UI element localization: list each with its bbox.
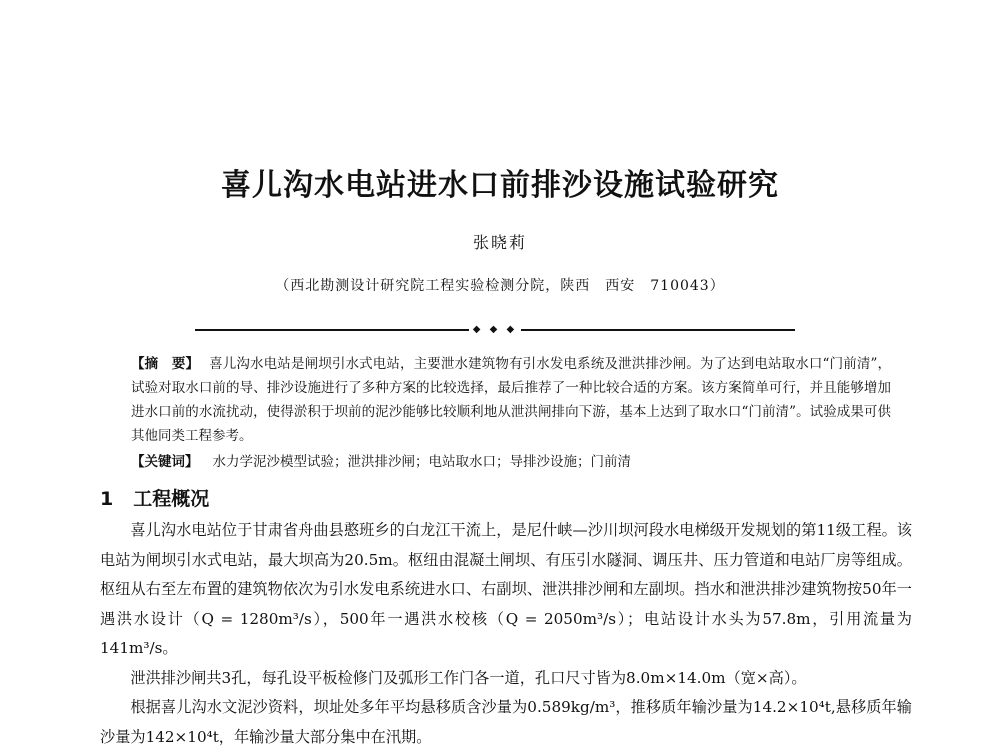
abstract [131, 352, 891, 448]
separator-line-left [195, 329, 469, 331]
paper-title: 喜儿沟水电站进水口前排沙设施试验研究 [221, 168, 779, 203]
abstract-text: 喜儿沟水电站是闸坝引水式电站，主要泄水建筑物有引水发电系统及泄洪排沙闸。为了达到电站取水口“门前清”，试验对取水口前的导、排沙设施进行了多种方案的比较选择，最后推荐了一种比较合适的方案。该方案简单可行，并且能够增加进水口前的水流扰动，使得淤积于坝前的泥沙能够比较顺利地从泄洪闸排向下游，基本上达到了取水口“门前清”。试验成果可供其他同类工程参考。 [131, 356, 891, 444]
abstract-label: 【摘 要】 [131, 356, 200, 372]
paragraph: 泄洪排沙闸共3孔，每孔设平板检修门及弧形工作门各一道，孔口尺寸皆为8.0m×14.0m（宽×高）。 [130, 668, 807, 687]
affiliation: （西北勘测设计研究院工程实验检测分院，陕西 西安 710043） [275, 278, 725, 294]
title-separator [195, 324, 795, 335]
keywords-text: 水力学泥沙模型试验；泄洪排沙闸；电站取水口；导排沙设施；门前清 [212, 454, 631, 470]
paragraph: 根据喜儿沟水文泥沙资料，坝址处多年平均悬移质含沙量为0.589kg/m³，推移质年输沙量为14.2×10⁴t,悬移质年输沙量为142×10⁴t，年输沙量大部分集中在汛期。 [100, 698, 912, 746]
author: 张晓莉 [472, 233, 527, 252]
separator-diamonds: ◆ ◆ ◆ [472, 324, 518, 335]
keywords-label: 【关键词】 [131, 454, 199, 470]
keywords [131, 450, 891, 474]
separator-line-right [521, 329, 795, 331]
section-number: 1 [100, 488, 114, 510]
section-title: 工程概况 [133, 488, 210, 510]
body-text [100, 516, 912, 752]
paragraph: 喜儿沟水电站位于甘肃省舟曲县憨班乡的白龙江干流上，是尼什峡—沙川坝河段水电梯级开发规划的第11级工程。该电站为闸坝引水式电站，最大坝高为20.5m。枢纽由混凝土闸坝、有压引水隧洞、调压井、压力管道和电站厂房等组成。枢纽从右至左布置的建筑物依次为引水发电系统进水口、右副坝、泄洪排沙闸和左副坝。挡水和泄洪排沙建筑物按50年一遇洪水设计（Q = 1280m³/s），500年一遇洪水校核（Q = 2050m³/s）；电站设计水头为57.8m，引用流量为141m³/s。 [100, 521, 912, 657]
section-heading [100, 484, 209, 511]
